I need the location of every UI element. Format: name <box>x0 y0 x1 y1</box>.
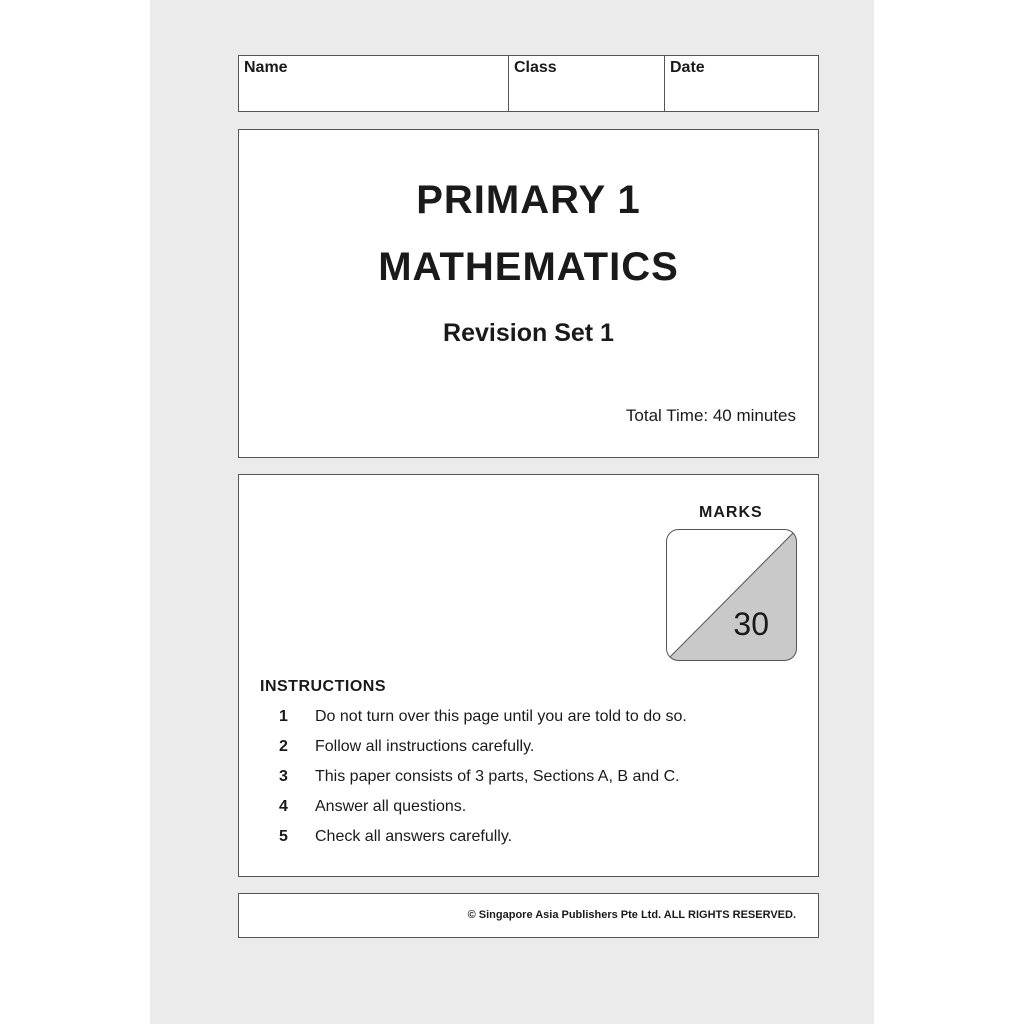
name-label: Name <box>244 59 288 76</box>
level-title: PRIMARY 1 <box>416 178 641 222</box>
marks-label: MARKS <box>699 504 763 521</box>
class-label: Class <box>514 59 557 76</box>
class-field[interactable] <box>509 56 665 111</box>
subject-title: MATHEMATICS <box>378 245 679 289</box>
date-label: Date <box>670 59 705 76</box>
list-item <box>279 768 687 798</box>
instruction-number: 2 <box>279 738 288 755</box>
instruction-text: Answer all questions. <box>315 798 467 815</box>
instruction-text: Do not turn over this page until you are told to do so. <box>315 708 687 725</box>
name-field[interactable] <box>239 56 509 111</box>
list-item <box>279 828 687 858</box>
marks-diagonal-graphic <box>666 529 797 661</box>
instruction-text: Check all answers carefully. <box>315 828 513 845</box>
instruction-number: 4 <box>279 798 288 815</box>
list-item <box>279 708 687 738</box>
list-item <box>279 798 687 828</box>
set-title: Revision Set 1 <box>443 319 614 347</box>
copyright-notice: © Singapore Asia Publishers Pte Ltd. ALL RIGHTS RESERVED. <box>467 909 796 921</box>
instruction-number: 3 <box>279 768 288 785</box>
date-field[interactable] <box>665 56 818 111</box>
instructions-panel <box>238 474 819 877</box>
instruction-number: 5 <box>279 828 288 845</box>
marks-box <box>666 529 797 661</box>
instructions-heading: INSTRUCTIONS <box>260 678 386 695</box>
total-time: Total Time: 40 minutes <box>625 406 796 425</box>
list-item <box>279 738 687 768</box>
instructions-list <box>279 708 687 858</box>
instruction-text: Follow all instructions carefully. <box>315 738 535 755</box>
marks-value: 30 <box>733 606 769 642</box>
title-panel <box>238 129 819 458</box>
student-info-header <box>238 55 819 112</box>
instruction-number: 1 <box>279 708 288 725</box>
instruction-text: This paper consists of 3 parts, Sections A, B and C. <box>315 768 680 785</box>
footer-panel <box>238 893 819 938</box>
